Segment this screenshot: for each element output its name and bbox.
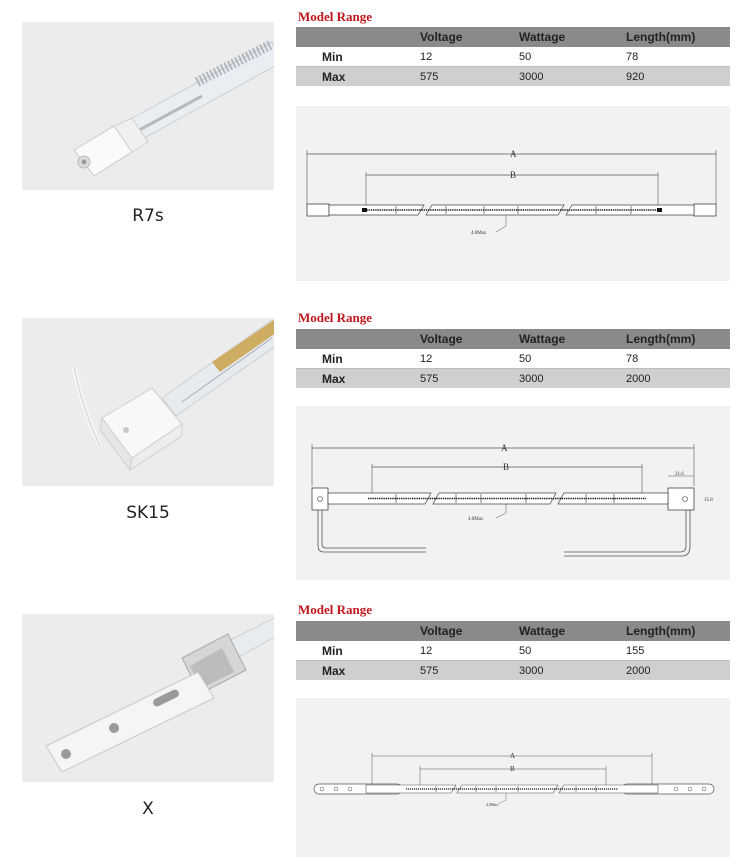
table-row <box>296 349 730 369</box>
wattage-cell: 3000 <box>519 661 626 681</box>
wattage-cell: 50 <box>519 349 626 369</box>
dimension-21-6: 21.6 <box>675 472 684 477</box>
wattage-cell: 3000 <box>519 67 626 87</box>
header-length: Length(mm) <box>626 27 730 47</box>
header-blank <box>296 27 420 47</box>
row-label: Min <box>296 349 420 369</box>
wattage-cell: 50 <box>519 641 626 661</box>
lamp-photo-sk15 <box>22 318 274 486</box>
header-length: Length(mm) <box>626 329 730 349</box>
row-label: Max <box>296 369 420 389</box>
length-cell: 2000 <box>626 369 730 389</box>
max-diameter-note: 4.0Max <box>471 231 487 236</box>
spec-table <box>296 27 730 86</box>
voltage-cell: 12 <box>420 349 519 369</box>
row-label: Min <box>296 47 420 67</box>
header-wattage: Wattage <box>519 27 626 47</box>
voltage-cell: 12 <box>420 641 519 661</box>
dimension-15-8: 15.8 <box>704 498 713 503</box>
dimension-b-label: B <box>510 765 515 773</box>
length-cell: 920 <box>626 67 730 87</box>
model-range-title: Model Range <box>298 310 373 325</box>
row-label: Max <box>296 67 420 87</box>
lamp-photo-r7s <box>22 22 274 190</box>
header-blank <box>296 621 420 641</box>
wattage-cell: 3000 <box>519 369 626 389</box>
dimension-b-label: B <box>503 462 510 472</box>
length-cell: 78 <box>626 349 730 369</box>
table-row <box>296 47 730 67</box>
table-row <box>296 369 730 389</box>
voltage-cell: 12 <box>420 47 519 67</box>
dimension-a-label: A <box>510 149 517 159</box>
sk15-lamp-image <box>22 318 274 486</box>
model-range-title: Model Range <box>298 9 373 24</box>
spec-table <box>296 621 730 680</box>
lamp-caption: SK15 <box>126 503 170 523</box>
header-voltage: Voltage <box>420 27 519 47</box>
voltage-cell: 575 <box>420 369 519 389</box>
length-cell: 78 <box>626 47 730 67</box>
lamp-caption: R7s <box>132 206 164 226</box>
length-cell: 2000 <box>626 661 730 681</box>
dimension-a-label: A <box>510 752 516 760</box>
sk15-dimension-diagram <box>296 406 730 580</box>
spec-table-header <box>296 329 730 349</box>
technical-drawing-x <box>296 698 730 857</box>
r7s-lamp-image <box>22 22 274 190</box>
row-label: Max <box>296 661 420 681</box>
technical-drawing-sk15 <box>296 406 730 580</box>
spec-table <box>296 329 730 388</box>
voltage-cell: 575 <box>420 67 519 87</box>
table-row <box>296 641 730 661</box>
dimension-a-label: A <box>501 443 508 453</box>
header-voltage: Voltage <box>420 329 519 349</box>
lamp-caption: X <box>142 799 154 819</box>
header-blank <box>296 329 420 349</box>
technical-drawing-r7s <box>296 106 730 281</box>
row-label: Min <box>296 641 420 661</box>
header-voltage: Voltage <box>420 621 519 641</box>
r7s-dimension-diagram <box>296 106 730 281</box>
header-length: Length(mm) <box>626 621 730 641</box>
spec-table-header <box>296 621 730 641</box>
lamp-photo-x <box>22 614 274 782</box>
x-lamp-image <box>22 614 274 782</box>
spec-table-header <box>296 27 730 47</box>
header-wattage: Wattage <box>519 329 626 349</box>
table-row <box>296 661 730 681</box>
model-range-title: Model Range <box>298 602 373 617</box>
voltage-cell: 575 <box>420 661 519 681</box>
max-diameter-note: 4.0Max <box>486 802 499 807</box>
wattage-cell: 50 <box>519 47 626 67</box>
x-dimension-diagram <box>296 698 730 857</box>
dimension-b-label: B <box>510 170 517 180</box>
header-wattage: Wattage <box>519 621 626 641</box>
length-cell: 155 <box>626 641 730 661</box>
max-diameter-note: 4.0Max <box>468 517 484 522</box>
table-row <box>296 67 730 87</box>
